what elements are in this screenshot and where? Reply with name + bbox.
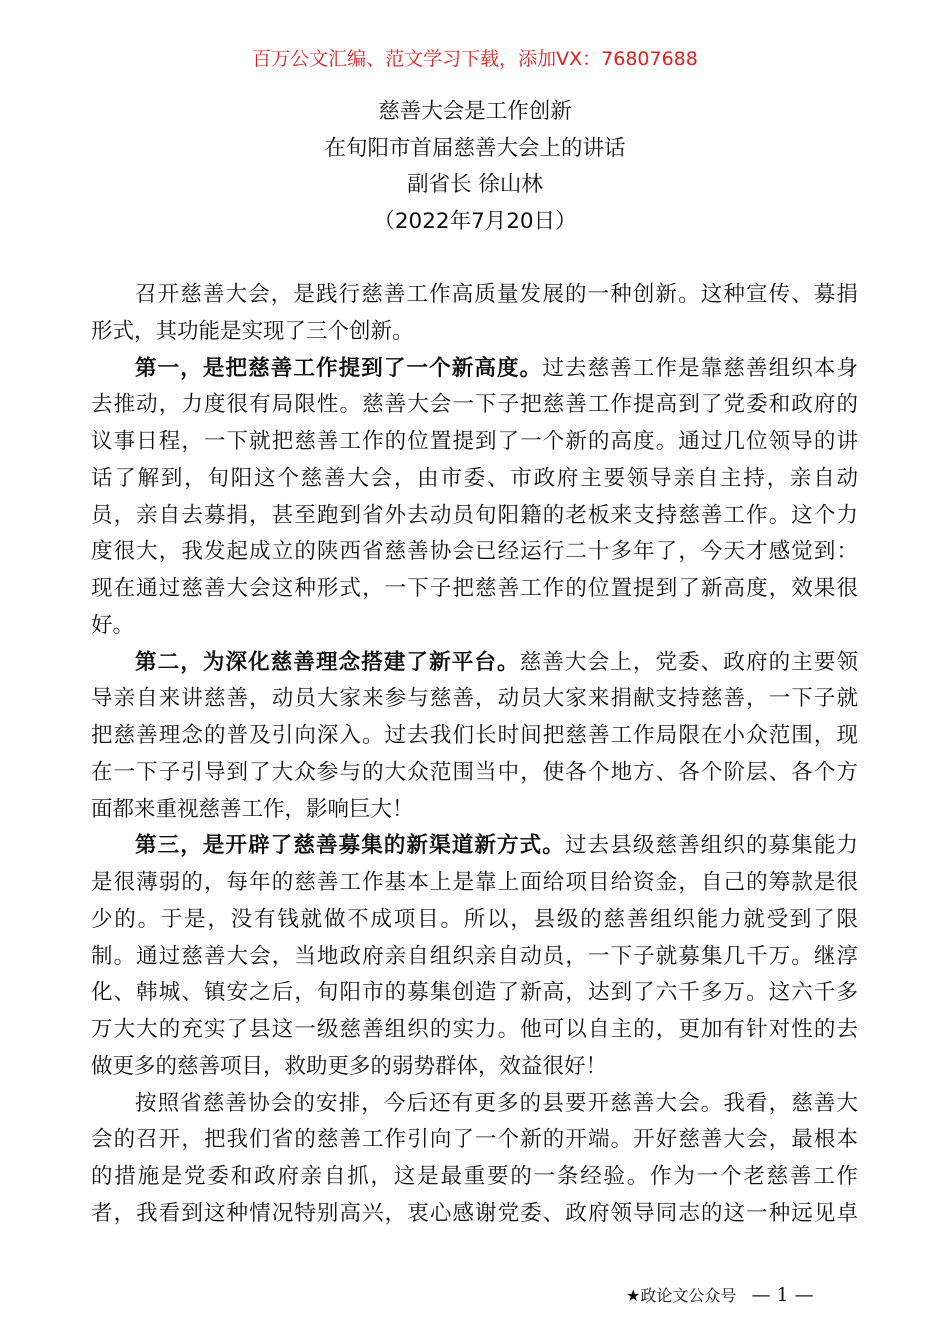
paragraph	[91, 645, 858, 829]
document-body	[91, 277, 858, 1233]
text-line	[91, 1012, 858, 1049]
speech-date: （2022年7月20日）	[373, 209, 577, 235]
line-text: 召开慈善大会，是践行慈善工作高质量发展的一种创新。这种宣传、募捐	[135, 282, 858, 307]
text-line	[91, 534, 858, 571]
text-line	[91, 1159, 858, 1196]
line-text: 制。通过慈善大会，当地政府亲自组织亲自动员，一下子就募集几千万。继淳	[91, 943, 858, 969]
line-text: 好。	[91, 612, 135, 638]
line-text: 化、韩城、镇安之后，旬阳市的募集创造了新高，达到了六千多万。这六千多	[91, 980, 858, 1006]
text-line	[91, 902, 858, 939]
footer-source: ★政论文公众号	[626, 1286, 737, 1305]
line-text: 者，我看到这种情况特别高兴，衷心感谢党委、政府领导同志的这一种远见卓	[91, 1200, 858, 1226]
paragraph-lead: 第二，为深化慈善理念搭建了新平台。	[135, 649, 520, 675]
line-text: 是很薄弱的，每年的慈善工作基本上是靠上面给项目给资金，自己的筹款是很	[91, 870, 858, 895]
text-line	[91, 608, 858, 645]
line-text: 慈善大会上，党委、政府的主要领	[519, 649, 858, 675]
document-title: 慈善大会是工作创新	[378, 99, 572, 124]
text-line	[91, 718, 858, 755]
line-text: 过去慈善工作是靠慈善组织本身	[542, 355, 858, 381]
paragraph-lead: 第三，是开辟了慈善募集的新渠道新方式。	[135, 833, 565, 859]
text-line	[91, 755, 858, 792]
speaker: 副省长 徐山林	[407, 172, 543, 198]
line-text: 形式，其功能是实现了三个创新。	[91, 318, 414, 344]
text-line	[91, 1122, 858, 1159]
text-line	[91, 1196, 858, 1233]
text-line	[91, 681, 858, 718]
text-line	[91, 387, 858, 424]
text-line	[91, 975, 858, 1012]
line-text: 会的召开，把我们省的慈善工作引向了一个新的开端。开好慈善大会，最根本	[91, 1127, 858, 1153]
line-text: 过去县级慈善组织的募集能力	[564, 833, 858, 859]
text-line	[91, 461, 858, 498]
line-text: 万大大的充实了县这一级慈善组织的实力。他可以自主的，更加有针对性的去	[91, 1017, 858, 1042]
watermark-banner: 百万公文汇编、范文学习下载，添加VX：76807688	[252, 48, 698, 70]
line-text: 在一下子引导到了大众参与的大众范围当中，使各个地方、各个阶层、各个方	[91, 759, 858, 785]
text-line	[91, 571, 858, 608]
line-text: 现在通过慈善大会这种形式，一下子把慈善工作的位置提到了新高度，效果很	[91, 576, 858, 601]
paragraph	[91, 828, 858, 1085]
paragraph	[91, 1086, 858, 1233]
page-footer	[626, 1283, 814, 1308]
paragraph	[91, 351, 858, 645]
text-line	[91, 314, 858, 351]
line-text: 员，亲自去募捐，甚至跑到省外去动员旬阳籍的老板来支持慈善工作。这个力	[91, 502, 858, 528]
paragraph	[91, 277, 858, 351]
text-line	[91, 277, 858, 314]
line-text: 度很大，我发起成立的陕西省慈善协会已经运行二十多年了，今天才感觉到：	[91, 539, 858, 565]
page-number: — 1 —	[751, 1284, 814, 1306]
line-text: 话了解到，旬阳这个慈善大会，由市委、市政府主要领导亲自主持，亲自动	[91, 465, 858, 491]
text-line	[91, 828, 858, 865]
line-text: 导亲自来讲慈善，动员大家来参与慈善，动员大家来捐献支持慈善，一下子就	[91, 686, 858, 712]
text-line	[91, 939, 858, 976]
text-line	[91, 498, 858, 535]
text-line	[91, 792, 858, 829]
text-line	[91, 865, 858, 902]
text-line	[91, 1049, 858, 1086]
document-subtitle: 在旬阳市首届慈善大会上的讲话	[324, 135, 626, 161]
text-line	[91, 1086, 858, 1123]
line-text: 按照省慈善协会的安排，今后还有更多的县要开慈善大会。我看，慈善大	[135, 1090, 858, 1116]
line-text: 议事日程，一下就把慈善工作的位置提到了一个新的高度。通过几位领导的讲	[91, 429, 858, 454]
text-line	[91, 424, 858, 461]
line-text: 的措施是党委和政府亲自抓，这是最重要的一条经验。作为一个老慈善工作	[91, 1164, 858, 1189]
text-line	[91, 645, 858, 682]
title-block	[0, 94, 950, 241]
text-line	[91, 351, 858, 388]
paragraph-lead: 第一，是把慈善工作提到了一个新高度。	[135, 355, 543, 381]
line-text: 面都来重视慈善工作，影响巨大！	[91, 796, 414, 822]
line-text: 把慈善理念的普及引向深入。过去我们长时间把慈善工作局限在小众范围，现	[91, 723, 858, 748]
line-text: 去推动，力度很有局限性。慈善大会一下子把慈善工作提高到了党委和政府的	[91, 392, 858, 418]
line-text: 做更多的慈善项目，救助更多的弱势群体，效益很好！	[91, 1053, 608, 1079]
line-text: 少的。于是，没有钱就做不成项目。所以，县级的慈善组织能力就受到了限	[91, 906, 858, 932]
